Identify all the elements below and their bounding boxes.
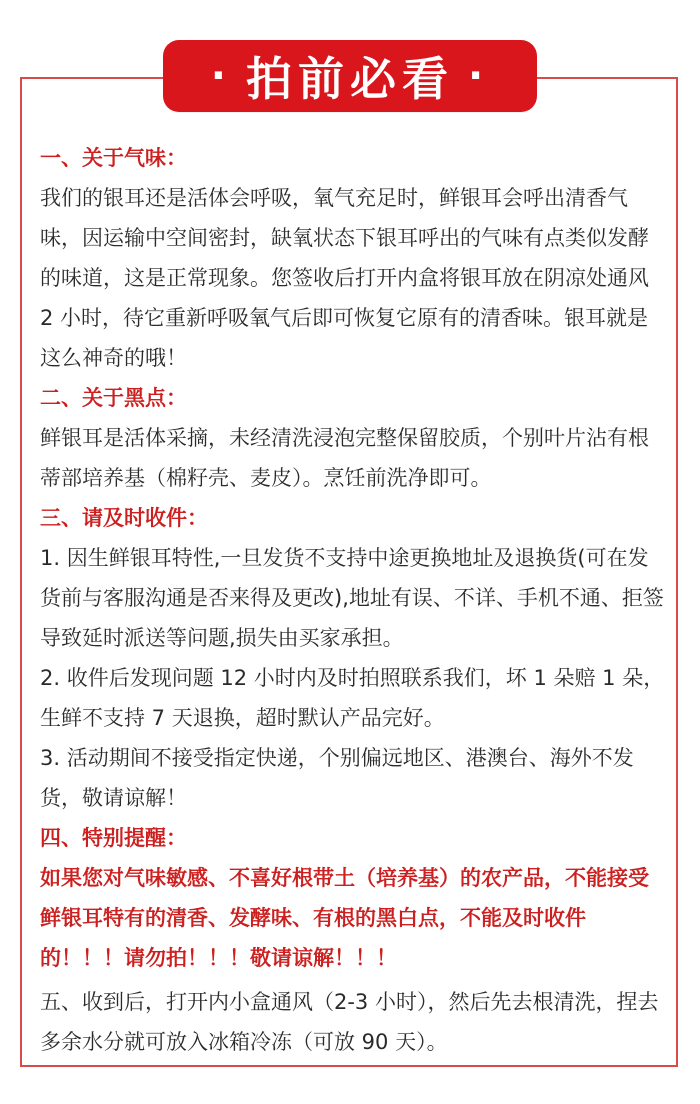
receive-item-2: 2. 收件后发现问题 12 小时内及时拍照联系我们，坏 1 朵赔 1 朵，生鲜不支持 7 天退换，超时默认产品完好。 (40, 666, 665, 730)
receive-item-1: 1. 因生鲜银耳特性,一旦发货不支持中途更换地址及退换货(可在发货前与客服沟通是否来得及更改),地址有误、不详、手机不通、拒签导致延时派送等问题,损失由买家承担。 (40, 546, 664, 650)
section-heading-smell: 一、关于气味： (40, 146, 187, 170)
title-banner (163, 40, 537, 112)
section-heading-spots: 二、关于黑点： (40, 386, 187, 410)
page-title: 拍前必看 (246, 52, 454, 106)
receive-item-3: 3. 活动期间不接受指定快递，个别偏远地区、港澳台、海外不发货，敬请谅解！ (40, 746, 634, 810)
section-heading-receive: 三、请及时收件： (40, 506, 208, 530)
section-heading-reminder: 四、特别提醒： (40, 826, 187, 850)
section-body-smell: 我们的银耳还是活体会呼吸，氧气充足时，鲜银耳会呼出清香气味，因运输中空间密封，缺氧状态下银耳呼出的气味有点类似发酵的味道，这是正常现象。您签收后打开内盒将银耳放在阴凉处通风 2 小时，待它重新呼吸氧气后即可恢复它原有的清香味。银耳就是这么神奇的哦！ (40, 186, 649, 370)
notice-content (40, 138, 668, 1062)
section-body-after: 五、收到后，打开内小盒通风（2-3 小时），然后先去根清洗，捏去多余水分就可放入冰箱冷冻（可放 90 天）。 (40, 990, 659, 1054)
title-dot-right: · (468, 53, 490, 99)
section-body-reminder: 如果您对气味敏感、不喜好根带土（培养基）的农产品，不能接受鲜银耳特有的清香、发酵味、有根的黑白点，不能及时收件的！！！请勿拍！！！敬请谅解！！！ (40, 866, 649, 970)
section-body-spots: 鲜银耳是活体采摘，未经清洗浸泡完整保留胶质，个别叶片沾有根蒂部培养基（棉籽壳、麦皮）。烹饪前洗净即可。 (40, 426, 649, 490)
title-dot-left: · (210, 53, 232, 99)
